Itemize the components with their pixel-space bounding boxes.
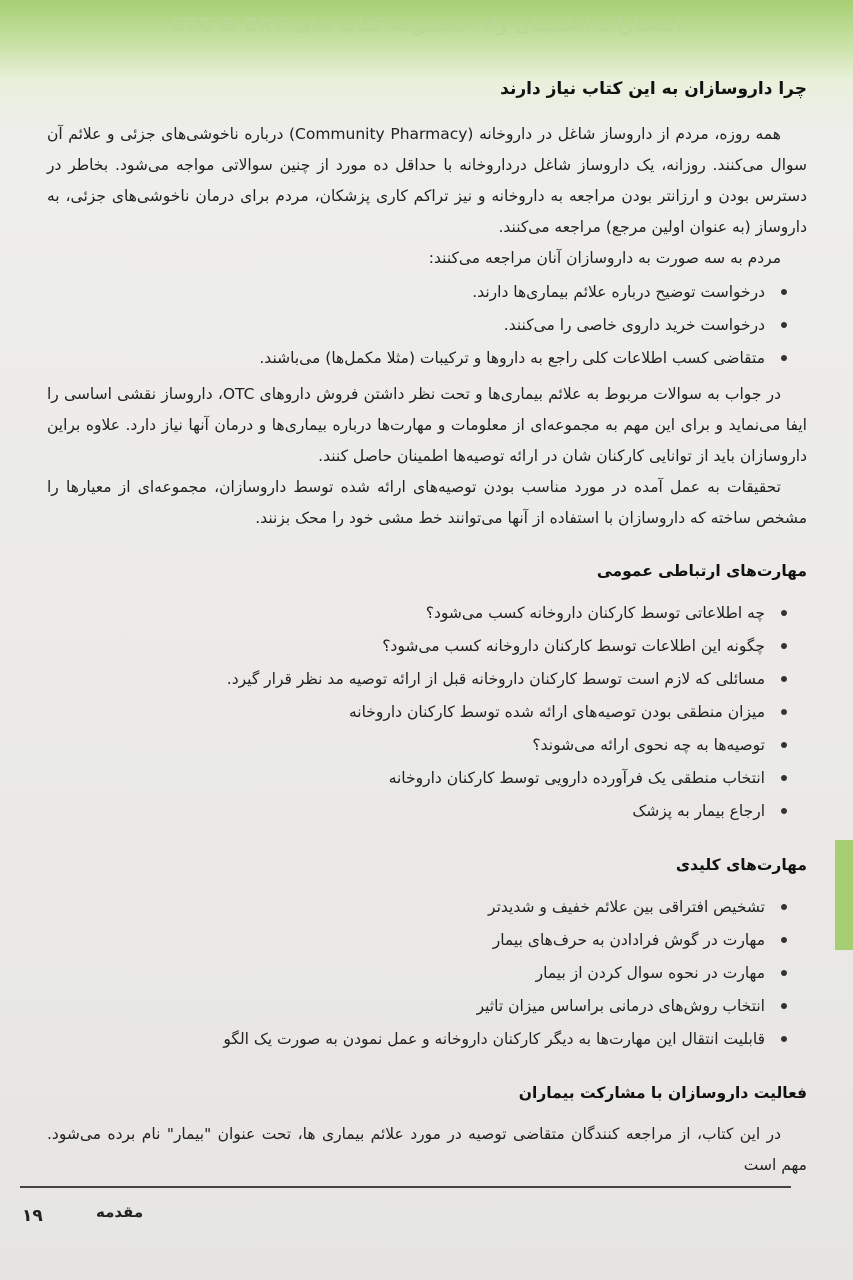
list-item: قابلیت انتقال این مهارت‌ها به دیگر کارکنان داروخانه و عمل نمودن به صورت یک الگو — [47, 1023, 787, 1056]
footer-divider — [20, 1186, 791, 1188]
section-heading-communication: مهارت‌های ارتباطی عمومی — [596, 562, 807, 580]
list-item: درخواست خرید داروی خاصی را می‌کنند. — [47, 309, 787, 342]
paragraph: در این کتاب، از مراجعه کنندگان متقاضی توصیه در مورد علائم بیماری ها، تحت عنوان "بیمار" نام برده می‌شود. مهم است — [47, 1125, 807, 1174]
page-content — [47, 74, 807, 1181]
list-item: چه اطلاعاتی توسط کارکنان داروخانه کسب می‌شود؟ — [47, 597, 787, 630]
section-heading-why: چرا داروسازان به این کتاب نیاز دارند — [500, 79, 807, 99]
list-item: ارجاع بیمار به پزشک — [47, 795, 787, 828]
list-item: توصیه‌ها به چه نحوی ارائه می‌شوند؟ — [47, 729, 787, 762]
paragraph: همه روزه، مردم از داروساز شاغل در داروخانه (Community Pharmacy) درباره ناخوشی‌های جزئی و علائم آن سوال می‌کنند. روزانه، یک داروساز شاغل درداروخانه با حداقل ده مورد از چنین سوالاتی مواجه می‌شود. بخاطر در دسترس بودن و ارزانتر بودن مراجعه به داروخانه و نیز تراکم کاری پزشکان، مردم برای درمان ناخوشی‌های جزئی، به داروساز (به عنوان اولین مرجع) مراجعه می‌کنند. — [47, 125, 807, 236]
paragraph: مردم به سه صورت به داروسازان آنان مراجعه می‌کنند: — [428, 249, 781, 267]
footer-chapter-label: مقدمه — [96, 1203, 144, 1221]
section-heading-patient-participation: فعالیت داروسازان با مشارکت بیماران — [518, 1084, 807, 1102]
bullet-list — [47, 891, 807, 1056]
list-item: میزان منطقی بودن توصیه‌های ارائه شده توسط کارکنان داروخانه — [47, 696, 787, 729]
list-item: انتخاب منطقی یک فرآورده دارویی توسط کارکنان داروخانه — [47, 762, 787, 795]
running-header: انتشارات اطمینان راد –مجموعه کتاب های ETC & ERC — [171, 14, 682, 36]
page-number: ۱۹ — [22, 1206, 43, 1226]
list-item: تشخیص افتراقی بین علائم خفیف و شدیدتر — [47, 891, 787, 924]
list-item: انتخاب روش‌های درمانی براساس میزان تاثیر — [47, 990, 787, 1023]
paragraph: تحقیقات به عمل آمده در مورد مناسب بودن توصیه‌های ارائه شده توسط داروسازان، مجموعه‌ای از معیارها را مشخص ساخته که داروسازان با استفاده از آنها می‌توانند خط مشی خود را محک بزنند. — [47, 478, 807, 527]
list-item: مسائلی که لازم است توسط کارکنان داروخانه قبل از ارائه توصیه مد نظر قرار گیرد. — [47, 663, 787, 696]
list-item: مهارت در نحوه سوال کردن از بیمار — [47, 957, 787, 990]
paragraph: در جواب به سوالات مربوط به علائم بیماری‌ها و تحت نظر داشتن فروش داروهای OTC، داروساز نقشی اساسی را ایفا می‌نماید و برای این مهم به مجموعه‌ای از معلومات و مهارت‌ها درباره بیماری‌ها و درمان آنها نیاز دارد. علاوه براین داروسازان باید از توانایی کارکنان شان در ارائه توصیه‌ها اطمینان حاصل کنند. — [47, 385, 807, 465]
list-item: درخواست توضیح درباره علائم بیماری‌ها دارند. — [47, 276, 787, 309]
chapter-side-tab — [835, 840, 853, 950]
bullet-list — [47, 597, 807, 828]
list-item: متقاضی کسب اطلاعات کلی راجع به داروها و ترکیبات (مثلا مکمل‌ها) می‌باشند. — [47, 342, 787, 375]
section-heading-key-skills: مهارت‌های کلیدی — [675, 856, 807, 874]
bullet-list — [47, 276, 807, 375]
list-item: چگونه این اطلاعات توسط کارکنان داروخانه کسب می‌شود؟ — [47, 630, 787, 663]
list-item: مهارت در گوش فرادادن به حرف‌های بیمار — [47, 924, 787, 957]
